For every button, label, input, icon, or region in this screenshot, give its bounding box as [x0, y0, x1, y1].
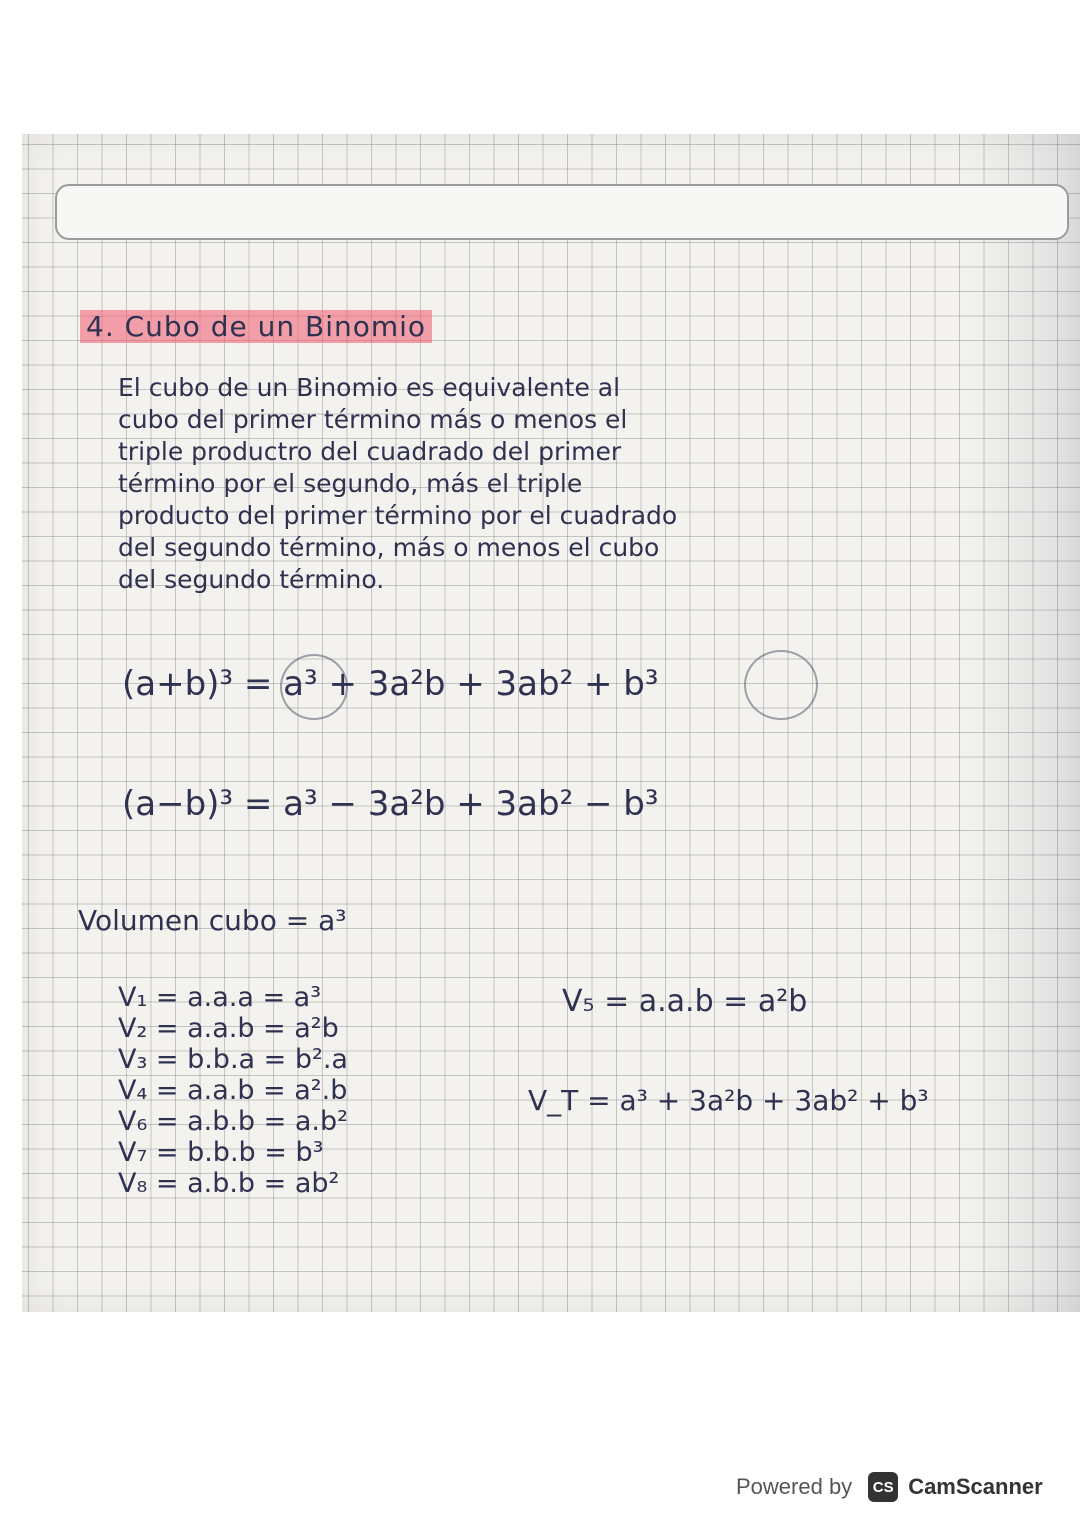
- volume-item: V₁ = a.a.a = a³: [118, 982, 322, 1013]
- volume-five: V₅ = a.a.b = a²b: [562, 984, 808, 1019]
- formula-difference-cube: (a−b)³ = a³ − 3a²b + 3ab² − b³: [122, 784, 659, 824]
- definition-line: El cubo de un Binomio es equivalente al: [118, 373, 621, 402]
- definition-line: triple productro del cuadrado del primer: [118, 437, 622, 466]
- volume-list: [118, 982, 348, 1199]
- volume-title: Volumen cubo = a³: [78, 904, 347, 937]
- definition-line: término por el segundo, más el triple: [118, 469, 583, 498]
- handwritten-notes: [22, 134, 1080, 1312]
- camscanner-logo-icon: CS: [868, 1472, 898, 1502]
- volume-total: V_T = a³ + 3a²b + 3ab² + b³: [528, 1084, 929, 1117]
- volume-item: V₆ = a.b.b = a.b²: [118, 1106, 348, 1137]
- circle-mark: [744, 650, 818, 720]
- definition-line: del segundo término.: [118, 565, 385, 594]
- note-title-text: 4. Cubo de un Binomio: [80, 310, 432, 343]
- volume-item: V₄ = a.a.b = a².b: [118, 1075, 348, 1106]
- definition-line: cubo del primer término más o menos el: [118, 405, 628, 434]
- note-title: [80, 310, 432, 343]
- notebook-paper: [22, 134, 1080, 1312]
- formula-sum-cube: (a+b)³ = a³ + 3a²b + 3ab² + b³: [122, 664, 659, 704]
- volume-item: V₈ = a.b.b = ab²: [118, 1168, 340, 1199]
- volume-item: V₂ = a.a.b = a²b: [118, 1013, 339, 1044]
- camscanner-watermark: [736, 1472, 1043, 1502]
- volume-item: V₇ = b.b.b = b³: [118, 1137, 324, 1168]
- powered-by-text: Powered by: [736, 1474, 853, 1499]
- camscanner-name: CamScanner: [908, 1474, 1043, 1499]
- definition-line: producto del primer término por el cuadrado: [118, 501, 678, 530]
- volume-item: V₃ = b.b.a = b².a: [118, 1044, 348, 1075]
- definition-text: [118, 372, 1018, 596]
- definition-line: del segundo término, más o menos el cubo: [118, 533, 660, 562]
